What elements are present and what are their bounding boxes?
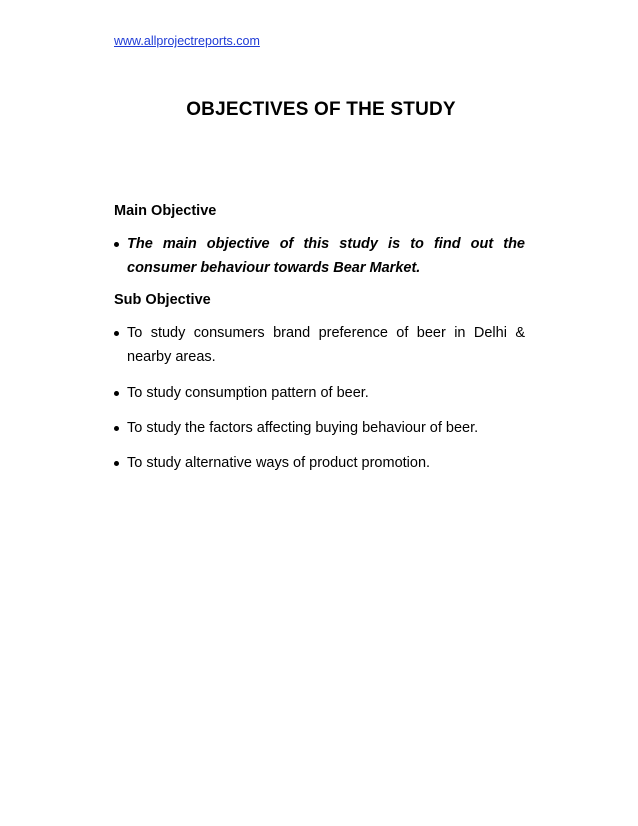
sub-objective-text: To study consumption pattern of beer. bbox=[127, 385, 369, 401]
bullet-icon bbox=[114, 391, 119, 396]
main-objective-list bbox=[114, 232, 525, 280]
bullet-icon bbox=[114, 242, 119, 247]
list-item bbox=[114, 381, 525, 405]
page-title: OBJECTIVES OF THE STUDY bbox=[186, 99, 456, 120]
sub-objective-list bbox=[114, 321, 525, 487]
website-link[interactable]: www.allprojectreports.com bbox=[114, 34, 260, 48]
list-item bbox=[114, 451, 525, 475]
list-item bbox=[114, 321, 525, 369]
list-item bbox=[114, 416, 525, 440]
main-objective-text: The main objective of this study is to find out the consumer behaviour towards Bear Market. bbox=[127, 236, 525, 276]
list-item bbox=[114, 232, 525, 280]
sub-objective-text: To study consumers brand preference of beer in Delhi & nearby areas. bbox=[127, 325, 525, 365]
bullet-icon bbox=[114, 461, 119, 466]
main-objective-heading: Main Objective bbox=[114, 203, 217, 219]
sub-objective-text: To study the factors affecting buying behaviour of beer. bbox=[127, 420, 479, 436]
bullet-icon bbox=[114, 426, 119, 431]
sub-objective-heading: Sub Objective bbox=[114, 292, 211, 308]
sub-objective-text: To study alternative ways of product promotion. bbox=[127, 455, 431, 471]
bullet-icon bbox=[114, 331, 119, 336]
